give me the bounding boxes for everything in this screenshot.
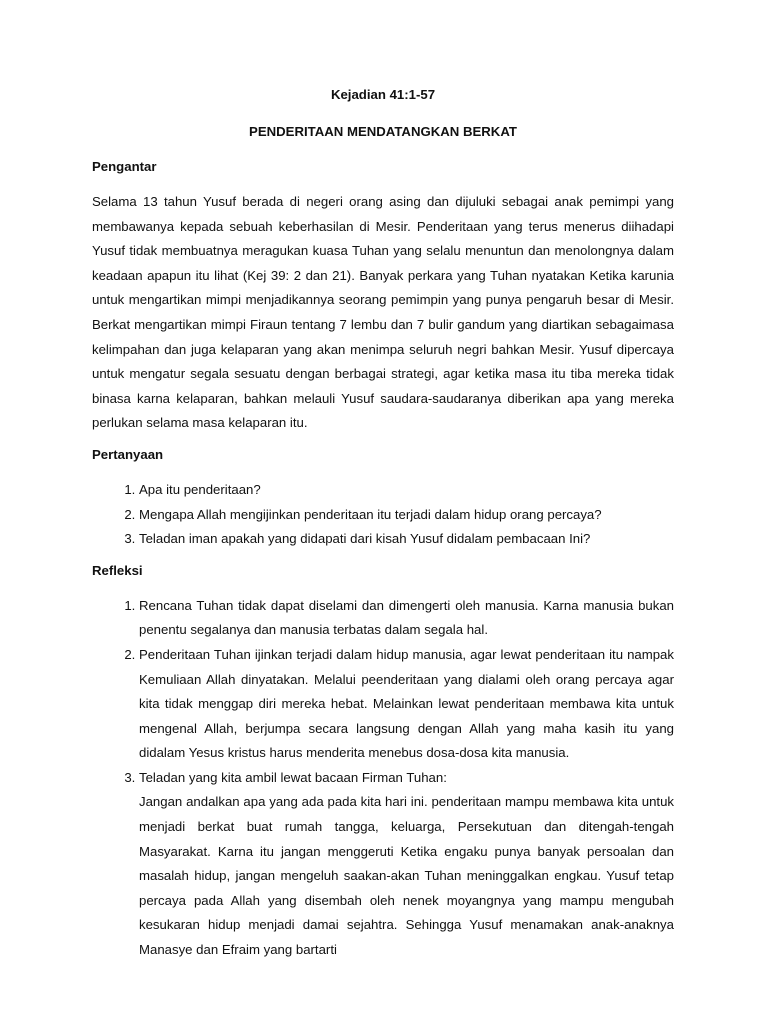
document-subtitle: PENDERITAAN MENDATANGKAN BERKAT bbox=[249, 124, 517, 139]
reflection-heading: Refleksi bbox=[92, 562, 143, 578]
reflection-item bbox=[139, 766, 674, 963]
questions-list bbox=[92, 478, 674, 552]
intro-paragraph: Selama 13 tahun Yusuf berada di negeri orang asing dan dijuluki sebagai anak pemimpi yang membawanya kepada sebuah keberhasilan di Mesir. Penderitaan yang terus menerus diihadapi Yusuf tidak membuatnya meragukan kuasa Tuhan yang selalu menuntun dan menolongnya dalam keadaan apapun itu lihat (Kej 39: 2 dan 21). Banyak perkara yang Tuhan nyatakan Ketika karunia untuk mengartikan mimpi menjadikannya seorang pemimpin yang punya pengaruh besar di Mesir. Berkat mengartikan mimpi Firaun tentang 7 lembu dan 7 bulir gandum yang diartikan sebagaimasa kelimpahan dan juga kelaparan yang akan menimpa seluruh negri bahkan Mesir. Yusuf dipercaya untuk mengatur segala sesuatu dengan berbagai strategi, agar ketika masa itu tiba mereka tidak binasa karna kelaparan, bahkan melauli Yusuf saudara-saudaranya diberikan apa yang mereka perlukan selama masa kelaparan itu. bbox=[92, 194, 674, 431]
intro-heading: Pengantar bbox=[92, 159, 157, 174]
reflection-item-lead: 3. Teladan yang kita ambil lewat bacaan Firman Tuhan: bbox=[139, 769, 447, 785]
document-title: Kejadian 41:1-57 bbox=[330, 87, 436, 102]
reflection-item-body: Jangan andalkan apa yang ada pada kita hari ini. penderitaan mampu membawa kita untuk menjadi berkat buat rumah tangga, keluarga, Persekutuan dan ditengah-tengah Masyarakat. Karna itu jangan menggeruti Ketika engaku punya banyak persoalan dan masalah hidup, jangan mengeluh saakan-akan Tuhan meninggalkan engkau. Yusuf tetap percaya pada Allah yang disembah oleh nenek moyangnya yang mampu mengubah kesukaran hidup menjadi damai sejahtra. Sehingga Yusuf menamakan anak-anaknya Manasye dan Efraim yang bartarti bbox=[139, 794, 674, 958]
question-item: 3. Teladan iman apakah yang didapati dari kisah Yusuf didalam pembacaan Ini? bbox=[139, 527, 674, 552]
reflection-item: 2. Penderitaan Tuhan ijinkan terjadi dalam hidup manusia, agar lewat penderitaan itu nampak Kemuliaan Allah dinyatakan. Melalui peenderitaan yang dialami oleh orang percaya agar kita tidak menggap diri mereka hebat. Melainkan lewat penderitaan membawa kita untuk mengenal Allah, berjumpa secara langsung dengan Allah yang maha kasih itu yang didalam Yesus kristus harus menderita menebus dosa-dosa kita manusia. bbox=[139, 643, 674, 766]
questions-heading: Pertanyaan bbox=[92, 446, 164, 462]
reflection-item: 1. Rencana Tuhan tidak dapat diselami dan dimengerti oleh manusia. Karna manusia bukan penentu segalanya dan manusia terbatas dalam segala hal. bbox=[139, 594, 674, 643]
reflection-list bbox=[92, 594, 674, 963]
question-item: 1. Apa itu penderitaan? bbox=[139, 478, 674, 503]
question-item: 2. Mengapa Allah mengijinkan penderitaan itu terjadi dalam hidup orang percaya? bbox=[139, 503, 674, 528]
